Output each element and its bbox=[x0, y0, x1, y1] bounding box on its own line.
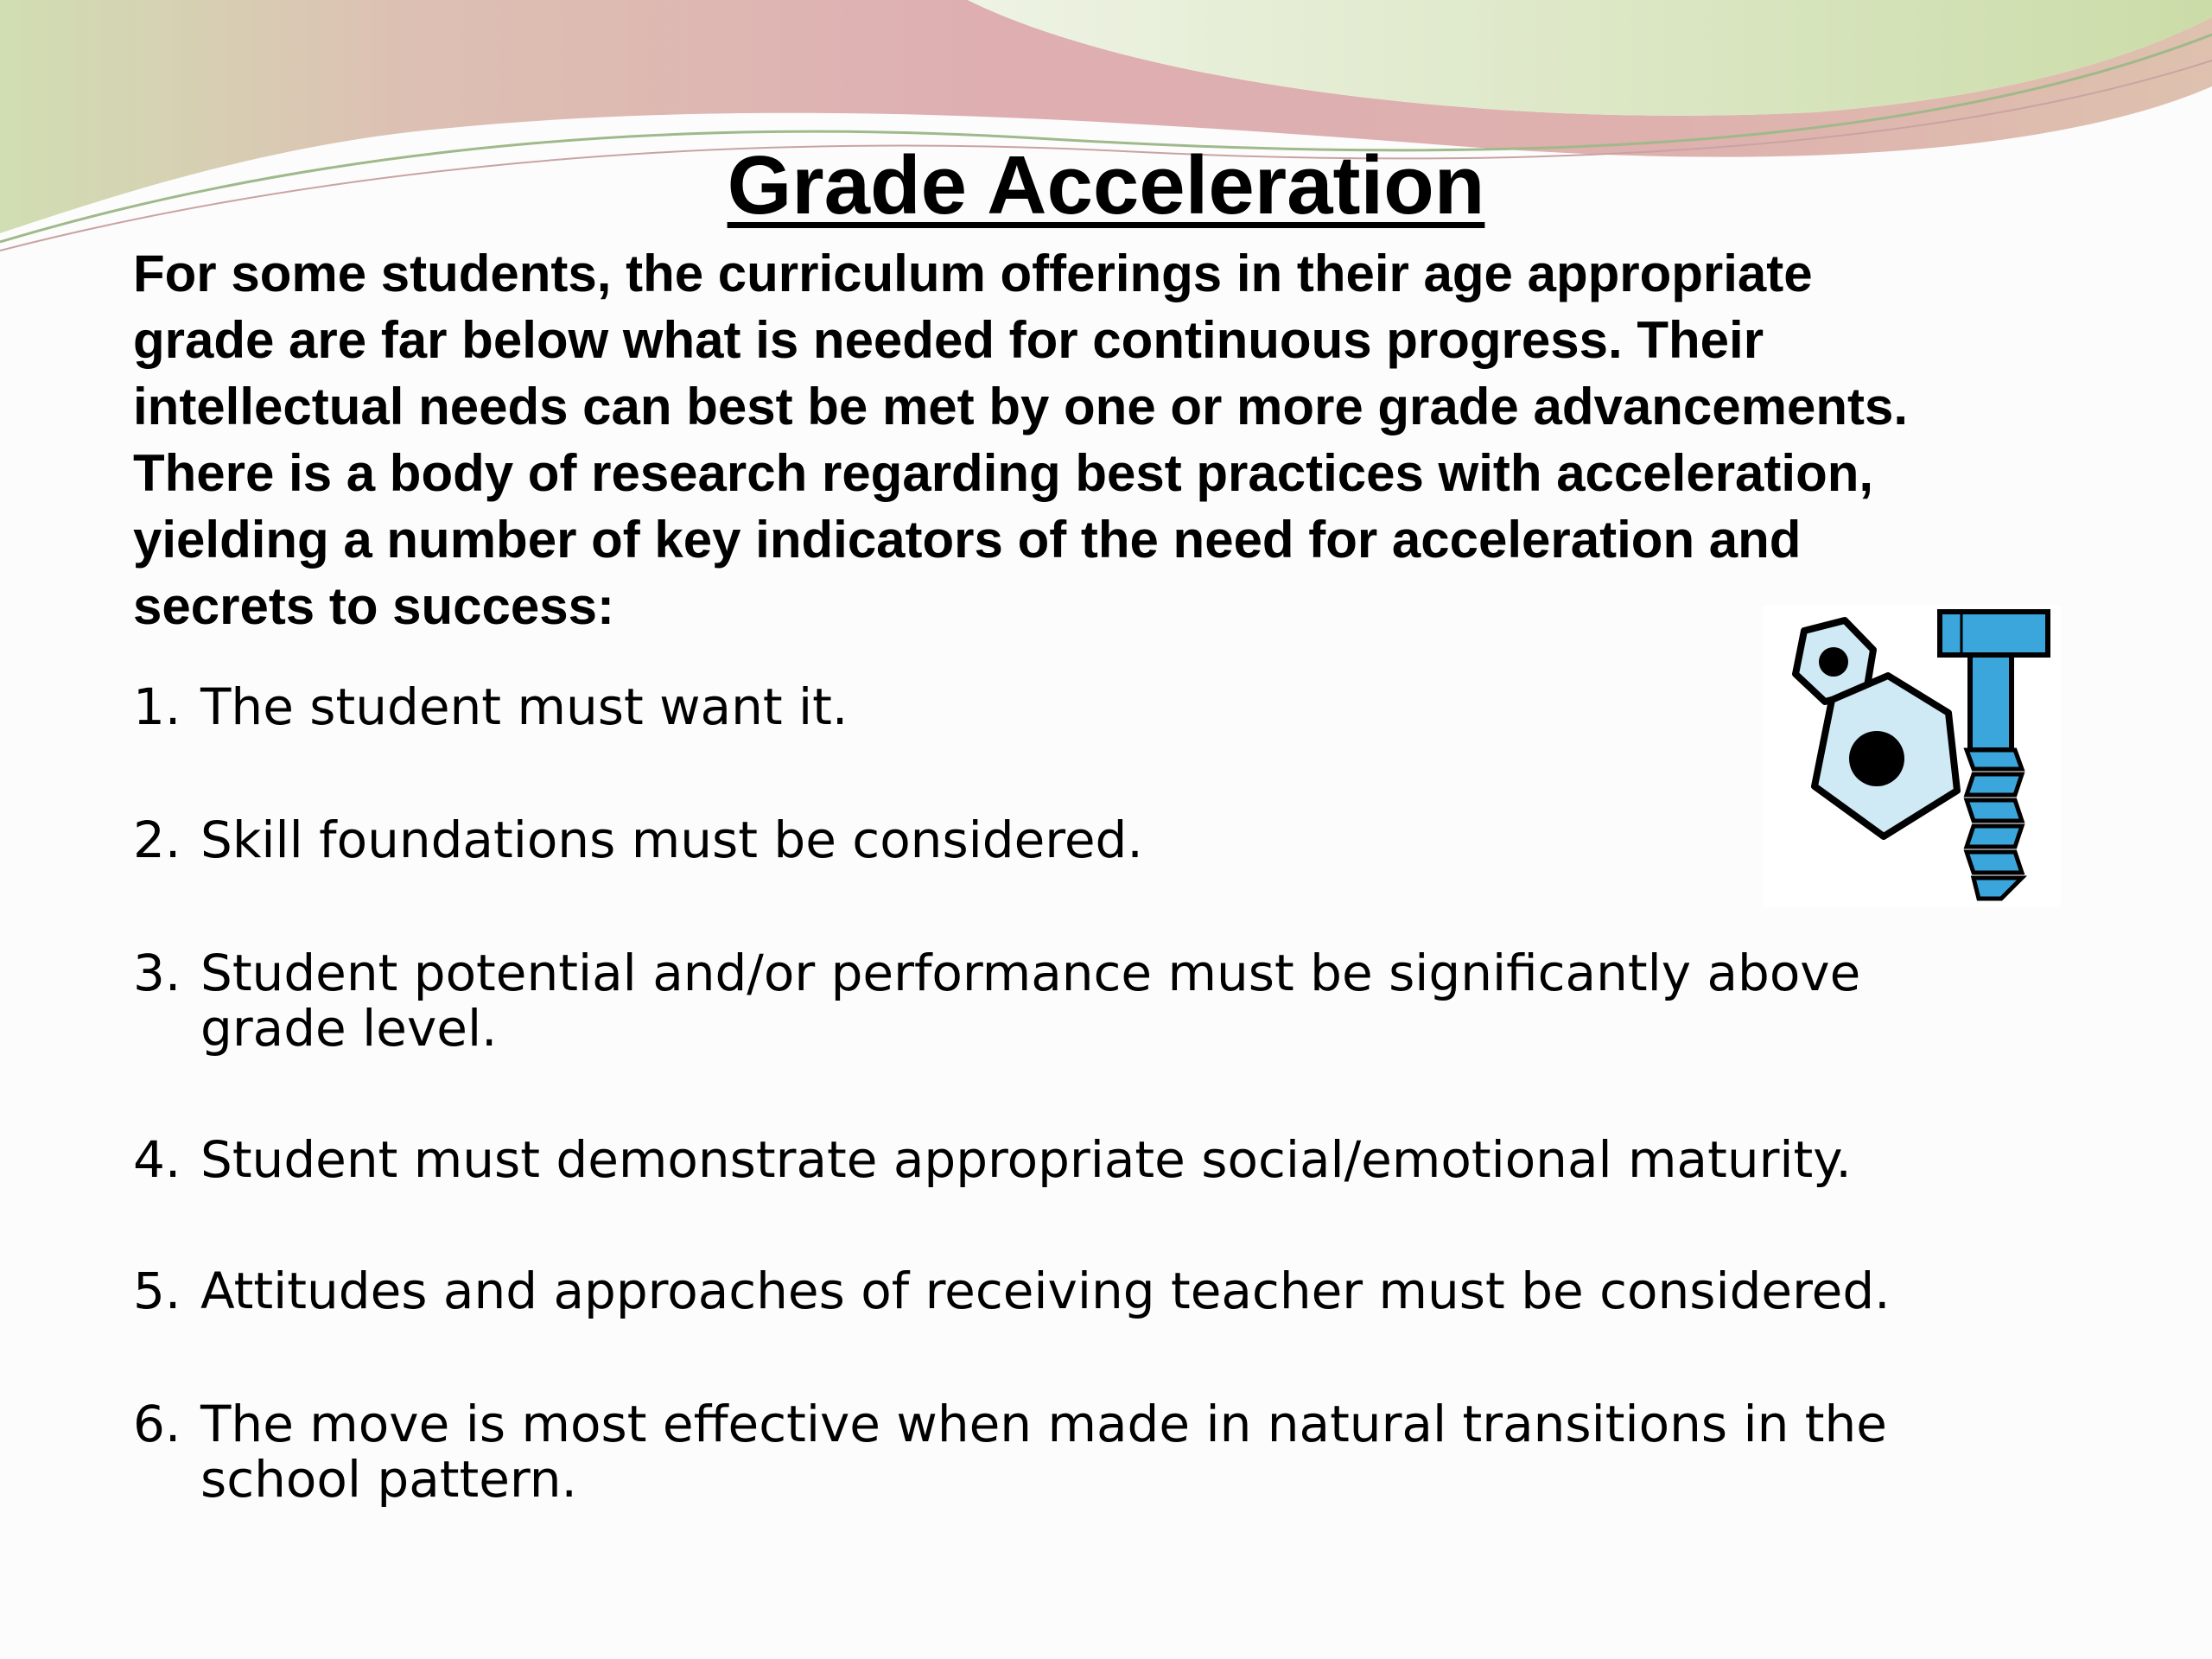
item-text: Student must demonstrate appropriate social/emotional maturity. bbox=[200, 1130, 1852, 1189]
intro-line: For some students, the curriculum offerings in their age appropriate bbox=[133, 245, 1813, 302]
list-item bbox=[133, 1132, 1852, 1187]
item-number: 5. bbox=[133, 1262, 181, 1320]
item-text: Student potential and/or performance must be significantly above bbox=[200, 944, 1861, 1002]
nuts-and-bolt-icon bbox=[1763, 605, 2061, 907]
intro-line: yielding a number of key indicators of the need for acceleration and bbox=[133, 511, 1802, 569]
item-number: 3. bbox=[133, 944, 181, 1002]
intro-line: secrets to success: bbox=[133, 577, 614, 635]
item-number: 1. bbox=[133, 677, 181, 736]
list-item bbox=[133, 1263, 1891, 1319]
list-item bbox=[133, 945, 1860, 1056]
item-text: Attitudes and approaches of receiving teacher must be considered. bbox=[200, 1262, 1891, 1320]
item-text-continuation: grade level. bbox=[200, 999, 498, 1058]
list-item bbox=[133, 812, 1143, 868]
list-item bbox=[133, 1396, 1887, 1507]
slide-title: Grade Acceleration bbox=[727, 139, 1485, 232]
intro-line: There is a body of research regarding best practices with acceleration, bbox=[133, 444, 1874, 502]
item-number: 6. bbox=[133, 1395, 181, 1453]
item-text: The move is most effective when made in natural transitions in the bbox=[200, 1395, 1887, 1453]
item-text: Skill foundations must be considered. bbox=[200, 810, 1143, 869]
item-text-continuation: school pattern. bbox=[200, 1450, 577, 1509]
item-text: The student must want it. bbox=[200, 677, 849, 736]
item-number: 4. bbox=[133, 1130, 181, 1189]
item-number: 2. bbox=[133, 810, 181, 869]
intro-line: grade are far below what is needed for continuous progress. Their bbox=[133, 311, 1764, 369]
intro-line: intellectual needs can best be met by one or more grade advancements. bbox=[133, 378, 1909, 435]
intro-paragraph bbox=[133, 240, 2120, 639]
list-item bbox=[133, 679, 848, 734]
